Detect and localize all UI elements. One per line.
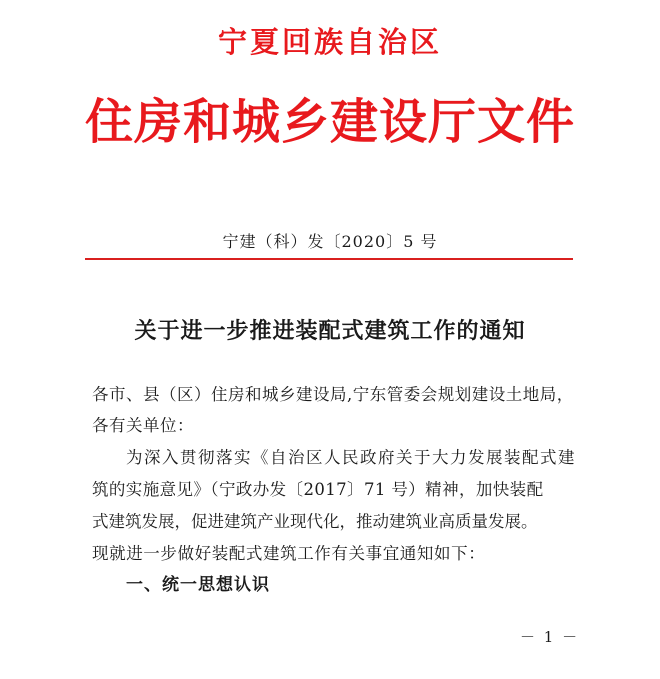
notice-title: 关于进一步推进装配式建筑工作的通知 <box>134 318 526 344</box>
red-divider-line <box>85 258 573 260</box>
issuing-organization: 宁夏回族自治区 <box>217 25 442 59</box>
body-paragraph-line: 为深入贯彻落实《自治区人民政府关于大力发展装配式建 <box>126 448 576 467</box>
document-number: 宁建（科）发〔2020〕5 号 <box>222 232 438 251</box>
addressee-line: 各有关单位： <box>92 416 194 435</box>
page-number: － 1 － <box>520 628 580 646</box>
document-header-title: 住房和城乡建设厅文件 <box>84 94 575 150</box>
body-paragraph-line: 现就进一步做好装配式建筑工作有关事宜通知如下： <box>92 544 486 563</box>
section-heading: 一、统一思想认识 <box>126 575 270 595</box>
body-paragraph-line: 式建筑发展，促进建筑产业现代化，推动建筑业高质量发展。 <box>92 512 538 531</box>
addressee-line: 各市、县（区）住房和城乡建设局,宁东管委会规划建设土地局， <box>92 385 574 404</box>
body-paragraph-line: 筑的实施意见》（宁政办发〔2017〕71 号）精神，加快装配 <box>92 480 544 499</box>
